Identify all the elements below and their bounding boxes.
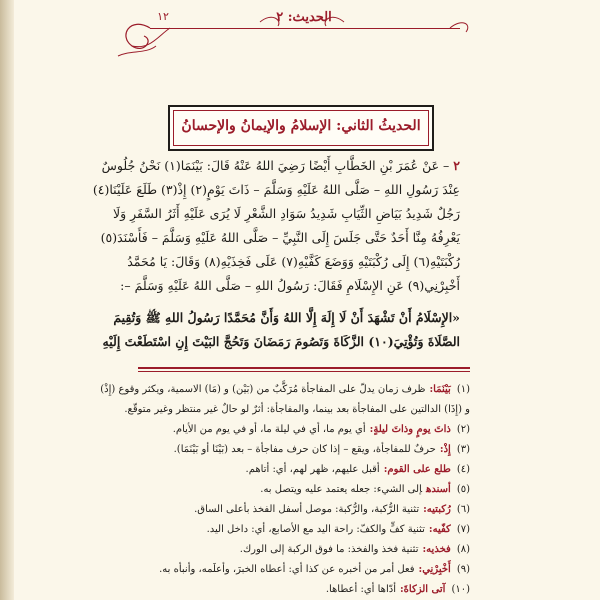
footnote-text: و (إِذَا) الدالتين على المفاجأة بعد بينما، والمفاجأة: أثرٌ لو حالٌ غير منتظر وغير متوقّع. [124,404,470,415]
hadith-number: ٢ [453,158,460,173]
footnote-text: ظرف زمان يدلّ على المفاجأة مُرَكَّبٌ من (بَيْن) و (مَا) الاسمية، ويكثر وقوع (إِذْ) [100,384,426,395]
chapter-title: الحديثُ الثاني: الإسلامُ والإيمانُ والإحسانُ [181,118,421,134]
footnote [130,540,470,560]
footnote-term: ذاتَ يومٍ وذاتَ ليلةٍ: [369,424,451,435]
footnote-term: بَيْنَمَا: [429,384,451,395]
footnote-number: (٤) [456,464,470,475]
footnote-term: أَخْبِرْنِي: [418,564,451,575]
footnote-text: أدّاها أي: أعطاها. [325,584,396,595]
body-line: يَعْرِفُهُ مِنَّا أَحَدٌ حَتَّى جَلَسَ إِلَى النَّبِيِّ – صَلَّى اللهُ عَلَيْهِ وَسَلَّمَ – فَأَسْنَدَ(٥) [100,230,460,245]
footnote [130,500,470,520]
book-spine-shadow [0,0,14,600]
footnote-text: أي يوم ما، أي في ليلة ما، أو في يوم من الأيام. [172,424,366,435]
body-line-text: – عَنْ عُمَرَ بْنِ الخَطَّابِ أَيْضًا رَضِيَ اللهُ عَنْهُ قَالَ: بَيْنَمَا(١) نَحْنُ جُلُوسٌ [101,158,450,173]
footnote-term: فخذيه: [422,544,451,555]
footnote-number: (٢) [456,424,470,435]
footnote-continuation [124,400,470,420]
footnote [130,580,470,600]
body-line-hadith-text: «الإِسْلَامُ أَنْ تَشْهَدَ أَنْ لَا إِلَهَ إِلَّا اللهُ وَأَنَّ مُحَمَّدًا رَسُولُ اللهِ ﷺ وَتُقِيمَ [113,310,460,325]
footnote [130,440,470,460]
footnote-number: (٩) [456,564,470,575]
footnote-term: آتى الزكاةَ: [399,584,446,595]
footnote [130,560,470,580]
footnote [130,480,470,500]
body-line: رَجُلٌ شَدِيدُ بَيَاضِ الثِّيَابِ شَدِيدُ سَوَادِ الشَّعْرِ لَا يُرَى عَلَيْهِ أَثَرُ السَّفَرِ وَلَا [113,206,460,221]
footnote-text: أقبل عليهم، ظهر لهم، أي: أتاهم. [245,464,380,475]
header-rule [150,28,460,29]
footnote [100,380,470,400]
body-line: رُكْبَتَيْهِ(٦) إِلَى رُكْبَتَيْهِ وَوَضَعَ كَفَّيْهِ(٧) عَلَى فَخِذَيْهِ(٨) وَقَالَ: يَا مُحَمَّدُ [127,254,460,269]
footnote-term: رُكبتيه: [423,504,451,515]
footnote-term: كفّيه: [428,524,451,535]
footnote-number: (٣) [456,444,470,455]
body-line: عِنْدَ رَسُولِ اللهِ – صَلَّى اللهُ عَلَيْهِ وَسَلَّمَ – ذَاتَ يَوْمٍ(٢) إِذْ(٣) طَلَعَ عَلَيْنَا(٤) [92,182,460,197]
footnote-text: فعل أمر من أخبره عن كذا أي: أعطاه الخبرَ، وأعلَمه، وأنبأه به. [159,564,415,575]
running-header-title: الحديث: ٢ [276,10,332,25]
footnote-number: (١٠) [451,584,470,595]
footnote [130,420,470,440]
footnote-divider-thin [138,371,470,372]
footnote-divider [138,367,470,369]
footnote [130,460,470,480]
body-line [101,155,460,177]
footnote-number: (٨) [456,544,470,555]
footnote-number: (٥) [456,484,470,495]
body-line: أَخْبِرْنِي(٩) عَنِ الإِسْلَامِ فَقَالَ: رَسُولُ اللهِ – صَلَّى اللهُ عَلَيْهِ وَسَلَّمَ –: [120,278,460,293]
chapter-title-box [168,105,434,151]
footnote-term: إِذْ: [439,444,451,455]
footnote-term: أسنده [426,484,451,495]
footnote [130,520,470,540]
body-line-hadith-text: الصَّلَاةَ وَتُؤْتِيَ(١٠) الزَّكَاةَ وَتَصُومَ رَمَضَانَ وَتَحُجَّ البَيْتَ إِنِ اسْتَطَعْتَ إِلَيْهِ [102,334,460,349]
footnote-text: تثنية كفٍّ والكفّ: راحة اليد مع الأصابع، أي: داخل اليد. [206,524,425,535]
footnote-term: طلع على القوم: [383,464,451,475]
footnote-text: تثنية فخذ والفخذ: ما فوق الركبة إلى الورك. [239,544,419,555]
footnote-text: تثنية الرُّكبة، والرُّكبة: موصل أسفل الفخذ بأعلى الساق. [194,504,420,515]
footnote-number: (٧) [456,524,470,535]
footnote-text: إلى الشيء: جعله يعتمد عليه ويتصل به. [260,484,423,495]
footnote-number: (٦) [456,504,470,515]
footnote-text: حرفٌ للمفاجأة، ويقع – إذا كان حرف مفاجأة – بعد (بَيْنَا أو بَيْنَمَا). [173,444,436,455]
page-number: ١٢ [157,10,169,23]
footnote-number: (١) [456,384,470,395]
